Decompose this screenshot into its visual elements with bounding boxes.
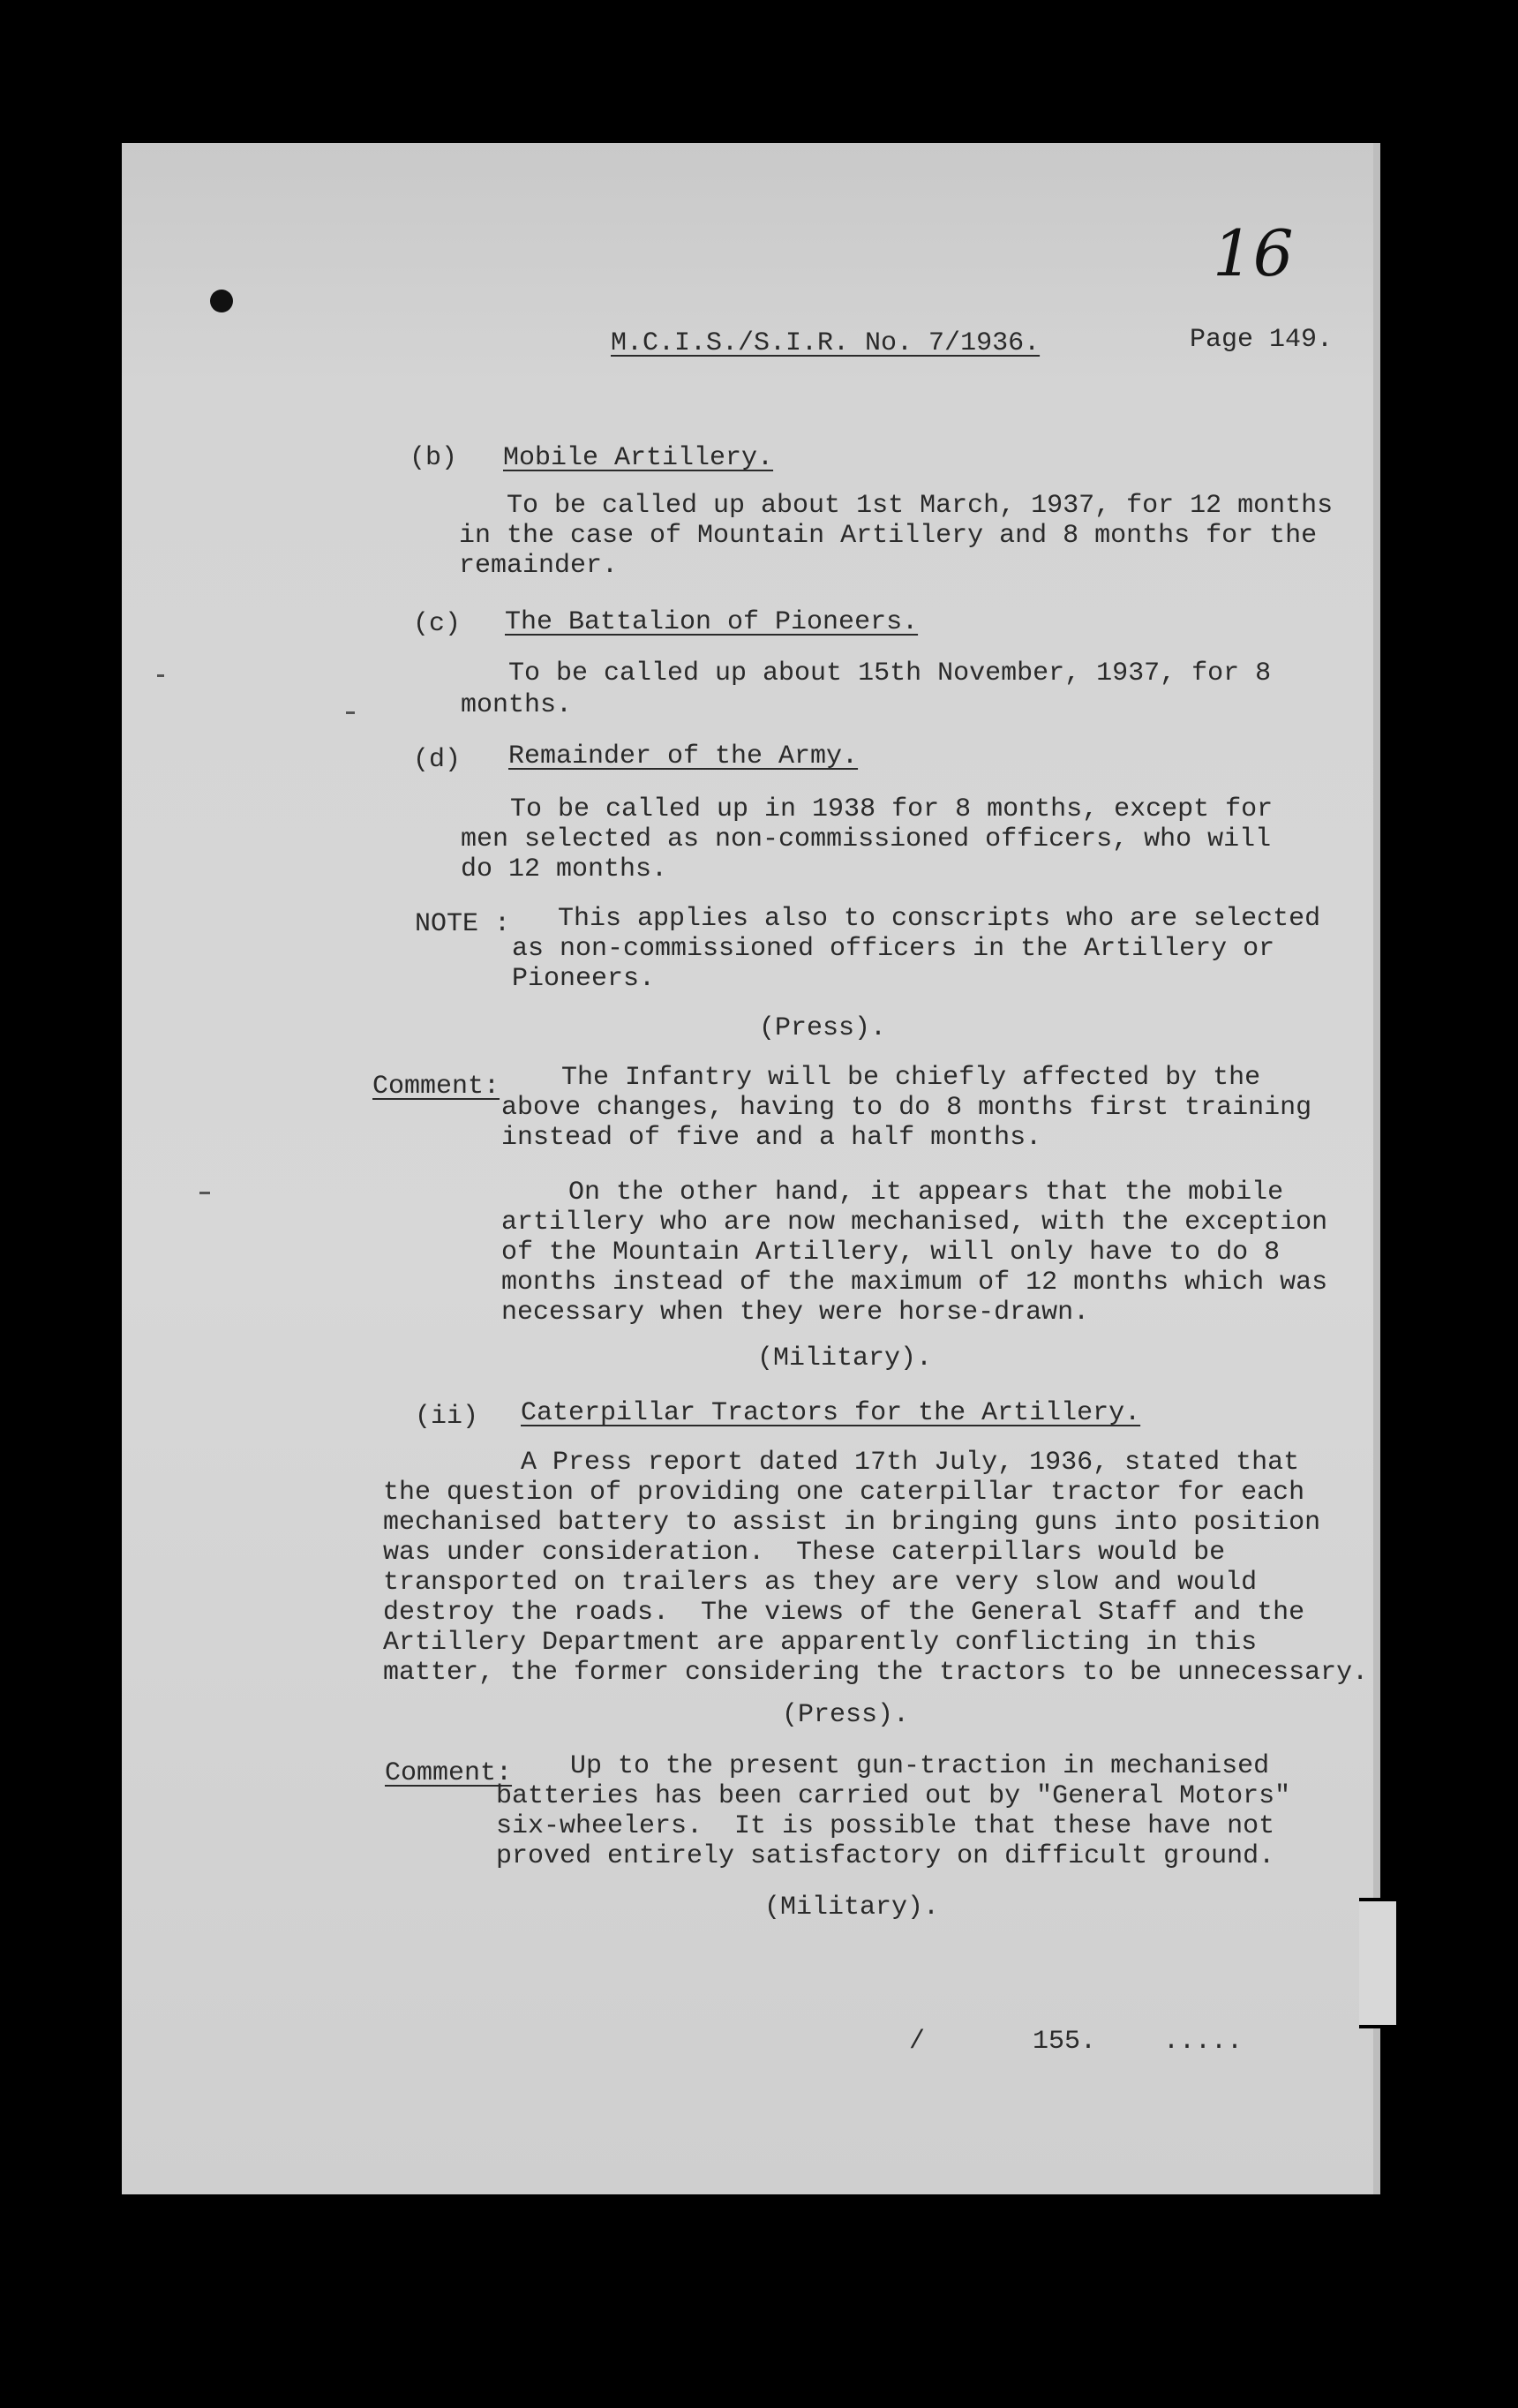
speck xyxy=(199,1192,210,1194)
section-d-line: men selected as non-commissioned officers, who will xyxy=(461,824,1272,854)
comment-line: batteries has been carried out by "General Motors" xyxy=(496,1781,1291,1811)
section-c-line: To be called up about 15th November, 1937, for 8 xyxy=(508,658,1272,689)
section-ii-line: mechanised battery to assist in bringing guns into position xyxy=(383,1508,1321,1538)
section-d-label: (d) xyxy=(413,745,462,775)
section-d-line: To be called up in 1938 for 8 months, except for xyxy=(510,794,1274,824)
section-ii-line: matter, the former considering the tractors to be unnecessary. xyxy=(383,1658,1369,1688)
comment-line: artillery who are now mechanised, with the exception xyxy=(501,1208,1328,1238)
comment-line: six-wheelers. It is possible that these have not xyxy=(496,1811,1275,1841)
speck xyxy=(157,674,164,677)
section-ii-line: Artillery Department are apparently conflicting in this xyxy=(383,1628,1258,1658)
speck xyxy=(346,711,355,714)
comment-line: The Infantry will be chiefly affected by the xyxy=(561,1063,1261,1093)
note-line: Pioneers. xyxy=(512,964,656,994)
comment-line: On the other hand, it appears that the mobile xyxy=(568,1178,1284,1208)
section-ii-line: destroy the roads. The views of the General Staff and the xyxy=(383,1598,1305,1628)
comment-line: instead of five and a half months. xyxy=(501,1123,1042,1153)
comment-line: of the Mountain Artillery, will only have to do 8 xyxy=(501,1238,1281,1268)
comment-line: necessary when they were horse-drawn. xyxy=(501,1298,1090,1328)
page-edge-tab xyxy=(1359,1898,1400,2028)
source-press: (Press). xyxy=(782,1700,910,1730)
document-reference: M.C.I.S./S.I.R. No. 7/1936. xyxy=(611,328,1041,358)
comment-line: proved entirely satisfactory on difficult ground. xyxy=(496,1841,1275,1871)
section-d-title: Remainder of the Army. xyxy=(508,741,859,771)
source-military: (Military). xyxy=(764,1893,940,1923)
continuation-dots: ..... xyxy=(1163,2027,1244,2057)
section-ii-title: Caterpillar Tractors for the Artillery. xyxy=(521,1398,1141,1428)
handwritten-page-number: 16 xyxy=(1213,216,1294,290)
ink-blot xyxy=(210,290,233,312)
section-b-line: in the case of Mountain Artillery and 8 months for the xyxy=(459,521,1318,551)
footer-slash: / xyxy=(909,2027,926,2057)
note-label: NOTE : xyxy=(415,909,511,939)
section-c-title: The Battalion of Pioneers. xyxy=(505,607,919,637)
source-press: (Press). xyxy=(759,1013,887,1043)
section-b-label: (b) xyxy=(410,443,458,473)
section-b-title: Mobile Artillery. xyxy=(503,443,774,473)
comment-line: above changes, having to do 8 months first training xyxy=(501,1093,1312,1123)
section-ii-line: the question of providing one caterpillar tractor for each xyxy=(383,1478,1305,1508)
section-ii-line: was under consideration. These caterpillars would be xyxy=(383,1538,1226,1568)
section-d-line: do 12 months. xyxy=(461,854,668,884)
section-c-label: (c) xyxy=(413,609,462,639)
section-b-line: remainder. xyxy=(459,551,619,581)
section-ii-label: (ii) xyxy=(415,1402,479,1432)
comment-line: months instead of the maximum of 12 months which was xyxy=(501,1268,1328,1298)
section-c-line: months. xyxy=(461,690,573,720)
note-line: as non-commissioned officers in the Artillery or xyxy=(512,934,1275,964)
comment-label: Comment: xyxy=(372,1072,500,1102)
page-label: Page 149. xyxy=(1190,325,1334,355)
section-ii-line: A Press report dated 17th July, 1936, stated that xyxy=(521,1448,1300,1478)
next-page-number: 155. xyxy=(1033,2027,1097,2057)
note-line: This applies also to conscripts who are selected xyxy=(558,904,1321,934)
section-b-line: To be called up about 1st March, 1937, for 12 months xyxy=(507,491,1334,521)
comment-line: Up to the present gun-traction in mechanised xyxy=(570,1751,1270,1781)
section-ii-line: transported on trailers as they are very slow and would xyxy=(383,1568,1258,1598)
comment-label: Comment: xyxy=(385,1758,513,1788)
source-military: (Military). xyxy=(757,1343,933,1373)
